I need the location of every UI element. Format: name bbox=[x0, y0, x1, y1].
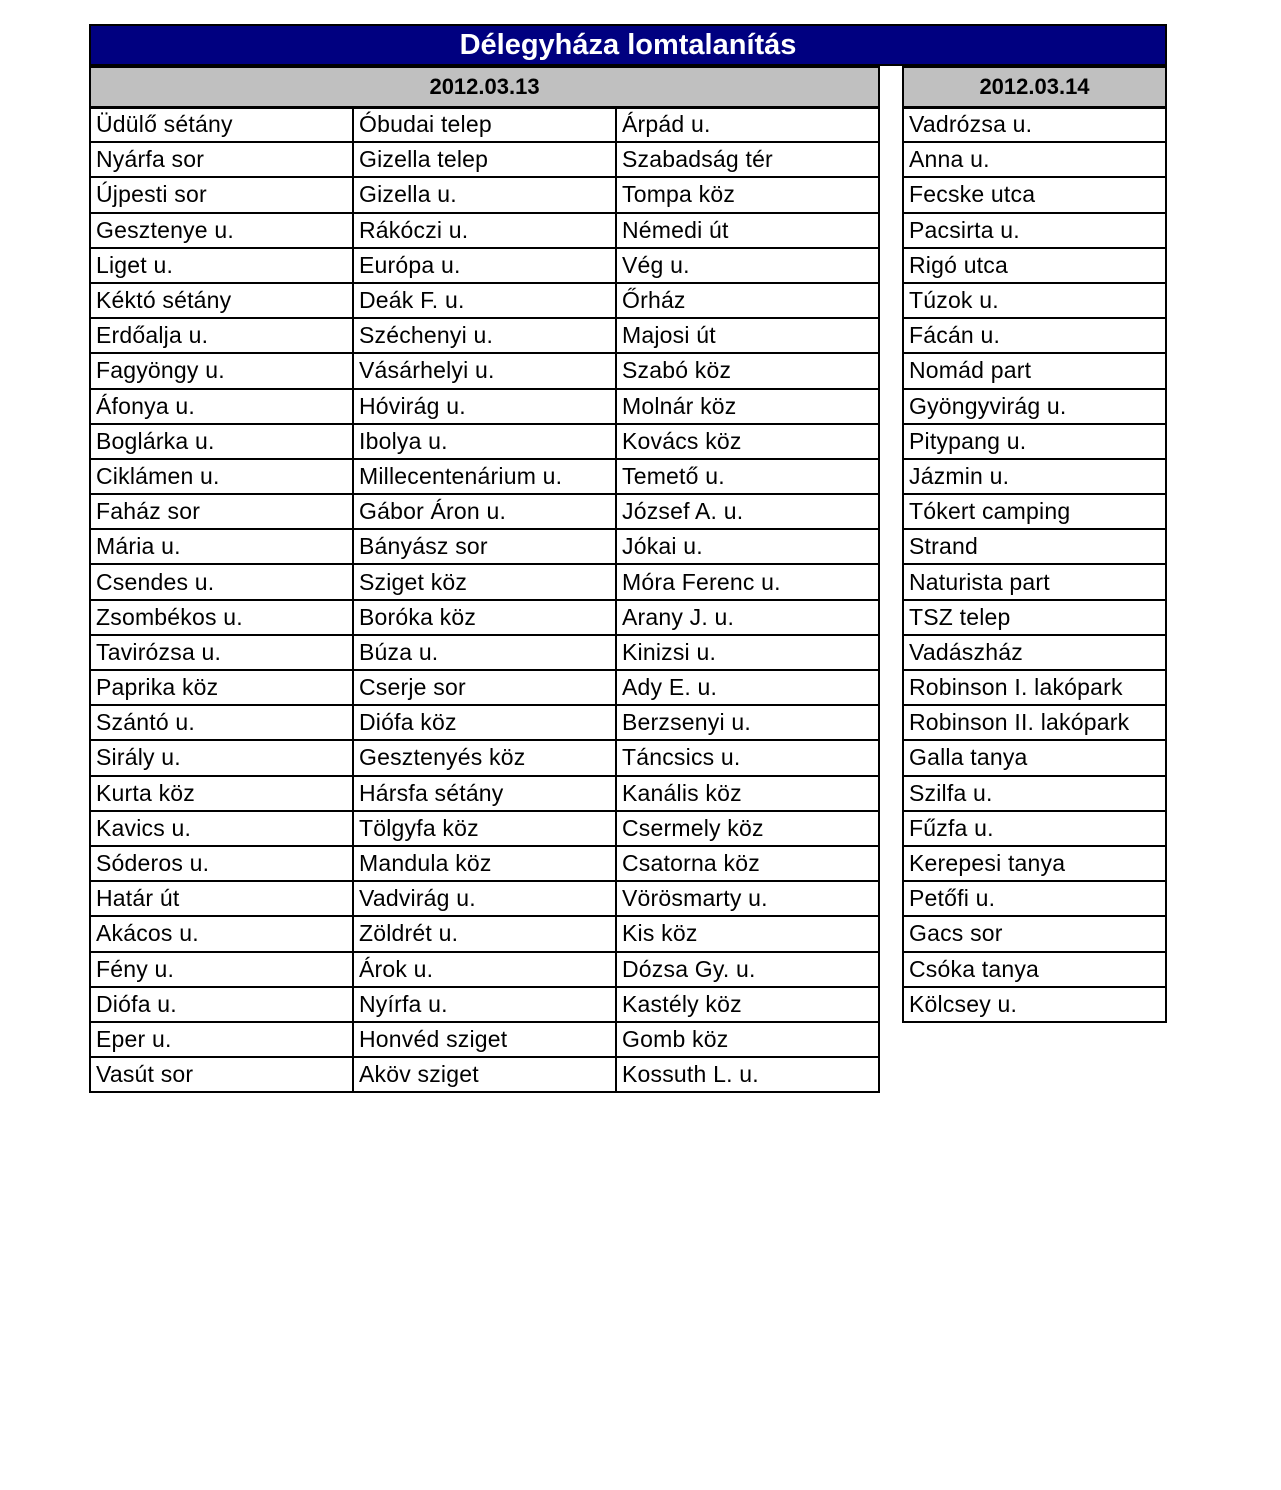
date-header-day1: 2012.03.13 bbox=[90, 67, 879, 107]
street-cell: Kanális köz bbox=[616, 776, 879, 811]
street-cell: Fagyöngy u. bbox=[90, 353, 353, 388]
table-row bbox=[903, 600, 1166, 635]
table-row bbox=[903, 248, 1166, 283]
street-cell: Sirály u. bbox=[90, 740, 353, 775]
street-cell: Vadvirág u. bbox=[353, 881, 616, 916]
street-cell: Berzsenyi u. bbox=[616, 705, 879, 740]
table-row bbox=[903, 987, 1166, 1022]
table-row bbox=[90, 353, 879, 388]
table-row bbox=[90, 776, 879, 811]
street-cell: Európa u. bbox=[353, 248, 616, 283]
street-cell: Móra Ferenc u. bbox=[616, 564, 879, 599]
table-row bbox=[903, 564, 1166, 599]
table-row bbox=[90, 213, 879, 248]
street-cell: TSZ telep bbox=[903, 600, 1166, 635]
table-row bbox=[90, 670, 879, 705]
table-row bbox=[90, 283, 879, 318]
street-cell: Paprika köz bbox=[90, 670, 353, 705]
street-cell: Akácos u. bbox=[90, 916, 353, 951]
table-row bbox=[90, 740, 879, 775]
street-cell: Kéktó sétány bbox=[90, 283, 353, 318]
table-row bbox=[903, 353, 1166, 388]
table-row bbox=[903, 177, 1166, 212]
table-row bbox=[90, 564, 879, 599]
street-cell: Boglárka u. bbox=[90, 424, 353, 459]
street-cell: Széchenyi u. bbox=[353, 318, 616, 353]
street-cell: Vadászház bbox=[903, 635, 1166, 670]
street-cell: Arany J. u. bbox=[616, 600, 879, 635]
table-row bbox=[90, 952, 879, 987]
street-cell: Vég u. bbox=[616, 248, 879, 283]
street-cell: Vasút sor bbox=[90, 1057, 353, 1092]
table-row bbox=[90, 705, 879, 740]
street-cell: Faház sor bbox=[90, 494, 353, 529]
table-row bbox=[90, 811, 879, 846]
street-cell: Vörösmarty u. bbox=[616, 881, 879, 916]
street-cell: Kossuth L. u. bbox=[616, 1057, 879, 1092]
street-cell: Csermely köz bbox=[616, 811, 879, 846]
street-cell: Szántó u. bbox=[90, 705, 353, 740]
table-row bbox=[90, 318, 879, 353]
table-row bbox=[90, 1022, 879, 1057]
street-cell: Naturista part bbox=[903, 564, 1166, 599]
street-cell: Kastély köz bbox=[616, 987, 879, 1022]
street-cell: Tókert camping bbox=[903, 494, 1166, 529]
street-cell: Szabó köz bbox=[616, 353, 879, 388]
table-row bbox=[903, 705, 1166, 740]
street-cell: Kölcsey u. bbox=[903, 987, 1166, 1022]
street-cell: Üdülő sétány bbox=[90, 107, 353, 142]
street-cell: Nomád part bbox=[903, 353, 1166, 388]
street-cell: Fény u. bbox=[90, 952, 353, 987]
street-cell: Liget u. bbox=[90, 248, 353, 283]
table-row bbox=[903, 811, 1166, 846]
street-cell: Tavirózsa u. bbox=[90, 635, 353, 670]
table-row bbox=[90, 635, 879, 670]
street-cell: Diófa u. bbox=[90, 987, 353, 1022]
street-cell: Robinson II. lakópark bbox=[903, 705, 1166, 740]
table-row bbox=[903, 776, 1166, 811]
street-cell: Pacsirta u. bbox=[903, 213, 1166, 248]
street-cell: Határ út bbox=[90, 881, 353, 916]
street-cell: Jókai u. bbox=[616, 529, 879, 564]
table-row bbox=[90, 142, 879, 177]
street-cell: Deák F. u. bbox=[353, 283, 616, 318]
street-cell: Hóvirág u. bbox=[353, 389, 616, 424]
street-cell: Kurta köz bbox=[90, 776, 353, 811]
table-row bbox=[903, 846, 1166, 881]
table-row bbox=[90, 529, 879, 564]
street-cell: Csatorna köz bbox=[616, 846, 879, 881]
street-cell: Gesztenye u. bbox=[90, 213, 353, 248]
table-row bbox=[90, 881, 879, 916]
street-cell: József A. u. bbox=[616, 494, 879, 529]
street-cell: Csóka tanya bbox=[903, 952, 1166, 987]
schedule-table-day2 bbox=[902, 66, 1167, 1023]
table-row bbox=[903, 213, 1166, 248]
street-cell: Molnár köz bbox=[616, 389, 879, 424]
street-cell: Óbudai telep bbox=[353, 107, 616, 142]
street-cell: Árpád u. bbox=[616, 107, 879, 142]
street-cell: Túzok u. bbox=[903, 283, 1166, 318]
street-cell: Fácán u. bbox=[903, 318, 1166, 353]
street-cell: Némedi út bbox=[616, 213, 879, 248]
street-cell: Nyárfa sor bbox=[90, 142, 353, 177]
table-row bbox=[903, 389, 1166, 424]
table-row bbox=[903, 529, 1166, 564]
street-cell: Aköv sziget bbox=[353, 1057, 616, 1092]
street-cell: Tompa köz bbox=[616, 177, 879, 212]
street-cell: Majosi út bbox=[616, 318, 879, 353]
street-cell: Fűzfa u. bbox=[903, 811, 1166, 846]
street-cell: Őrház bbox=[616, 283, 879, 318]
street-cell: Petőfi u. bbox=[903, 881, 1166, 916]
street-cell: Dózsa Gy. u. bbox=[616, 952, 879, 987]
street-cell: Gábor Áron u. bbox=[353, 494, 616, 529]
street-cell: Diófa köz bbox=[353, 705, 616, 740]
street-cell: Millecentenárium u. bbox=[353, 459, 616, 494]
street-cell: Ciklámen u. bbox=[90, 459, 353, 494]
schedule-table-day1 bbox=[89, 66, 880, 1093]
street-cell: Kerepesi tanya bbox=[903, 846, 1166, 881]
street-cell: Mandula köz bbox=[353, 846, 616, 881]
table-row bbox=[903, 916, 1166, 951]
street-cell: Boróka köz bbox=[353, 600, 616, 635]
street-cell: Zöldrét u. bbox=[353, 916, 616, 951]
street-cell: Strand bbox=[903, 529, 1166, 564]
street-cell: Rákóczi u. bbox=[353, 213, 616, 248]
table-row bbox=[90, 600, 879, 635]
table-row bbox=[903, 107, 1166, 142]
street-cell: Tölgyfa köz bbox=[353, 811, 616, 846]
street-cell: Gizella telep bbox=[353, 142, 616, 177]
table-row bbox=[903, 881, 1166, 916]
street-cell: Galla tanya bbox=[903, 740, 1166, 775]
table-row bbox=[903, 952, 1166, 987]
table-row bbox=[90, 107, 879, 142]
street-cell: Vásárhelyi u. bbox=[353, 353, 616, 388]
street-cell: Vadrózsa u. bbox=[903, 107, 1166, 142]
street-cell: Fecske utca bbox=[903, 177, 1166, 212]
street-cell: Bányász sor bbox=[353, 529, 616, 564]
street-cell: Gomb köz bbox=[616, 1022, 879, 1057]
page-title: Délegyháza lomtalanítás bbox=[89, 24, 1167, 66]
table-row bbox=[903, 459, 1166, 494]
date-header-day2: 2012.03.14 bbox=[903, 67, 1166, 107]
table-row bbox=[903, 670, 1166, 705]
street-cell: Szilfa u. bbox=[903, 776, 1166, 811]
street-cell: Mária u. bbox=[90, 529, 353, 564]
table-row bbox=[903, 635, 1166, 670]
table-row bbox=[90, 1057, 879, 1092]
street-cell: Honvéd sziget bbox=[353, 1022, 616, 1057]
table-row bbox=[90, 987, 879, 1022]
street-cell: Hársfa sétány bbox=[353, 776, 616, 811]
street-cell: Szabadság tér bbox=[616, 142, 879, 177]
street-cell: Sóderos u. bbox=[90, 846, 353, 881]
street-cell: Kavics u. bbox=[90, 811, 353, 846]
table-row bbox=[903, 283, 1166, 318]
street-cell: Jázmin u. bbox=[903, 459, 1166, 494]
street-cell: Kis köz bbox=[616, 916, 879, 951]
street-cell: Kinizsi u. bbox=[616, 635, 879, 670]
table-row bbox=[903, 318, 1166, 353]
table-row bbox=[903, 424, 1166, 459]
street-cell: Erdőalja u. bbox=[90, 318, 353, 353]
street-cell: Pitypang u. bbox=[903, 424, 1166, 459]
street-cell: Táncsics u. bbox=[616, 740, 879, 775]
street-cell: Rigó utca bbox=[903, 248, 1166, 283]
street-cell: Anna u. bbox=[903, 142, 1166, 177]
street-cell: Cserje sor bbox=[353, 670, 616, 705]
street-cell: Csendes u. bbox=[90, 564, 353, 599]
table-row bbox=[903, 740, 1166, 775]
street-cell: Gesztenyés köz bbox=[353, 740, 616, 775]
table-row bbox=[90, 846, 879, 881]
street-cell: Sziget köz bbox=[353, 564, 616, 599]
table-row bbox=[90, 248, 879, 283]
street-cell: Gyöngyvirág u. bbox=[903, 389, 1166, 424]
street-cell: Búza u. bbox=[353, 635, 616, 670]
table-row bbox=[90, 916, 879, 951]
street-cell: Temető u. bbox=[616, 459, 879, 494]
street-cell: Robinson I. lakópark bbox=[903, 670, 1166, 705]
street-cell: Áfonya u. bbox=[90, 389, 353, 424]
street-cell: Gacs sor bbox=[903, 916, 1166, 951]
street-cell: Zsombékos u. bbox=[90, 600, 353, 635]
table-row bbox=[90, 459, 879, 494]
table-row bbox=[90, 177, 879, 212]
street-cell: Ady E. u. bbox=[616, 670, 879, 705]
street-cell: Kovács köz bbox=[616, 424, 879, 459]
street-cell: Árok u. bbox=[353, 952, 616, 987]
street-cell: Ibolya u. bbox=[353, 424, 616, 459]
table-row bbox=[90, 494, 879, 529]
street-cell: Nyírfa u. bbox=[353, 987, 616, 1022]
street-cell: Újpesti sor bbox=[90, 177, 353, 212]
table-row bbox=[903, 142, 1166, 177]
table-row bbox=[903, 494, 1166, 529]
street-cell: Eper u. bbox=[90, 1022, 353, 1057]
table-row bbox=[90, 389, 879, 424]
street-cell: Gizella u. bbox=[353, 177, 616, 212]
table-row bbox=[90, 424, 879, 459]
